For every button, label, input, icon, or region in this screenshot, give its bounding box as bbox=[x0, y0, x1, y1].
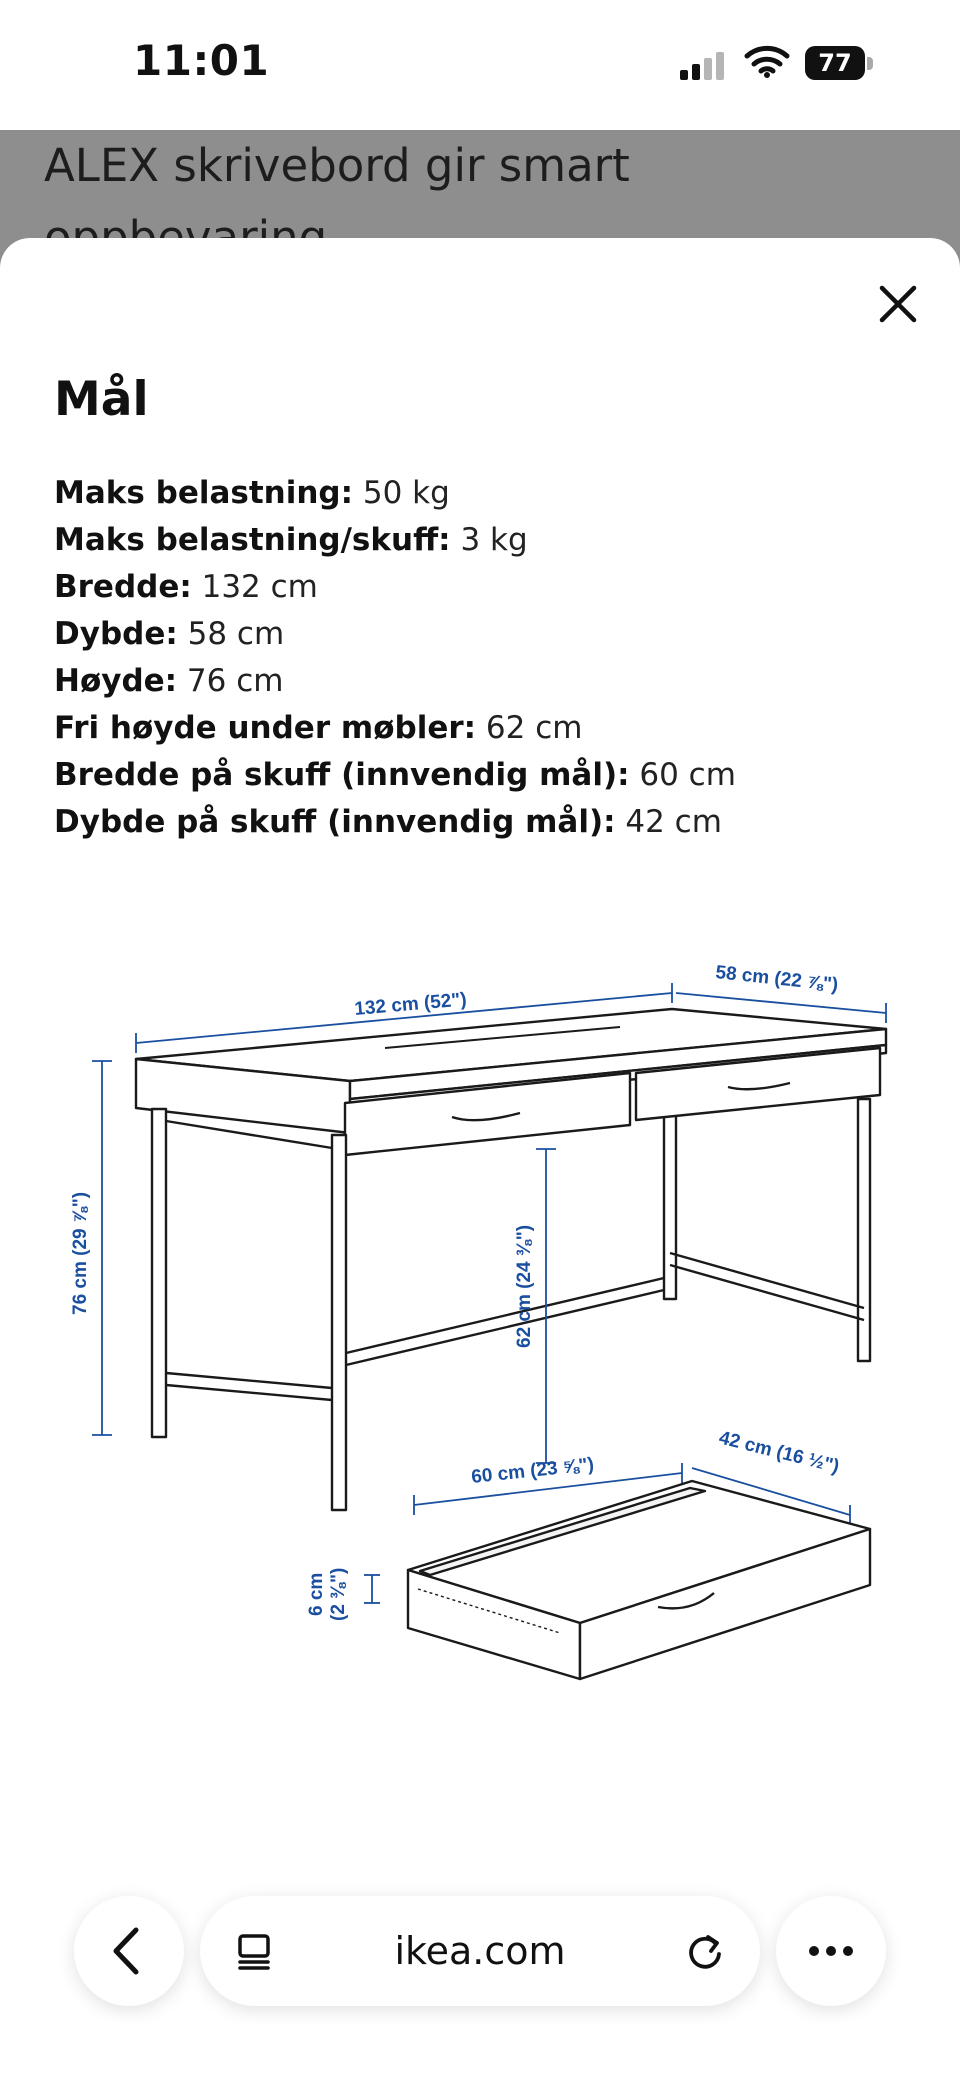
dim-drawer-depth-label: 42 cm (16 ½") bbox=[716, 1427, 842, 1478]
dim-drawer-height-label: 6 cm bbox=[306, 1572, 327, 1616]
spec-row: Maks belastning: 50 kg bbox=[54, 475, 450, 511]
dim-height-label: 76 cm (29 ⅞") bbox=[70, 1191, 91, 1315]
reload-icon[interactable] bbox=[684, 1930, 726, 1972]
back-button[interactable] bbox=[74, 1896, 184, 2006]
dim-width-label: 132 cm (52") bbox=[353, 989, 468, 1020]
more-button[interactable] bbox=[776, 1896, 886, 2006]
dimensions-sheet bbox=[0, 238, 960, 2081]
dim-drawer-height-inch-label: (2 ⅜") bbox=[328, 1567, 349, 1621]
spec-row: Bredde: 132 cm bbox=[54, 569, 318, 605]
dim-drawer-width-label: 60 cm (23 ⅝") bbox=[470, 1454, 595, 1488]
spec-row: Dybde: 58 cm bbox=[54, 616, 285, 652]
spec-row: Høyde: 76 cm bbox=[54, 663, 284, 699]
close-icon[interactable] bbox=[872, 278, 924, 330]
battery-icon bbox=[805, 46, 875, 82]
battery-level: 77 bbox=[818, 49, 852, 77]
spec-row: Dybde på skuff (innvendig mål): 42 cm bbox=[54, 804, 722, 840]
spec-row: Maks belastning/skuff: 3 kg bbox=[54, 522, 528, 558]
cellular-signal-icon bbox=[680, 52, 726, 80]
chevron-left-icon bbox=[74, 1896, 184, 2006]
more-icon bbox=[776, 1896, 886, 2006]
status-bar bbox=[0, 0, 960, 130]
background-text: ALEX skrivebord gir smart bbox=[44, 139, 630, 192]
url-text[interactable]: ikea.com bbox=[394, 1929, 566, 1973]
address-bar[interactable] bbox=[200, 1896, 760, 2006]
reader-icon[interactable] bbox=[236, 1932, 274, 1970]
dim-depth-label: 58 cm (22 ⅞") bbox=[714, 962, 840, 996]
wifi-icon bbox=[745, 44, 789, 78]
sheet-title: Mål bbox=[54, 372, 149, 427]
spec-row: Fri høyde under møbler: 62 cm bbox=[54, 710, 583, 746]
dim-clearance-label: 62 cm (24 ⅜") bbox=[514, 1224, 535, 1348]
status-time: 11:01 bbox=[133, 36, 270, 85]
desk-illustration bbox=[60, 903, 910, 1723]
spec-list bbox=[54, 470, 914, 846]
desk-dimension-diagram bbox=[60, 903, 910, 1723]
spec-row: Bredde på skuff (innvendig mål): 60 cm bbox=[54, 757, 736, 793]
